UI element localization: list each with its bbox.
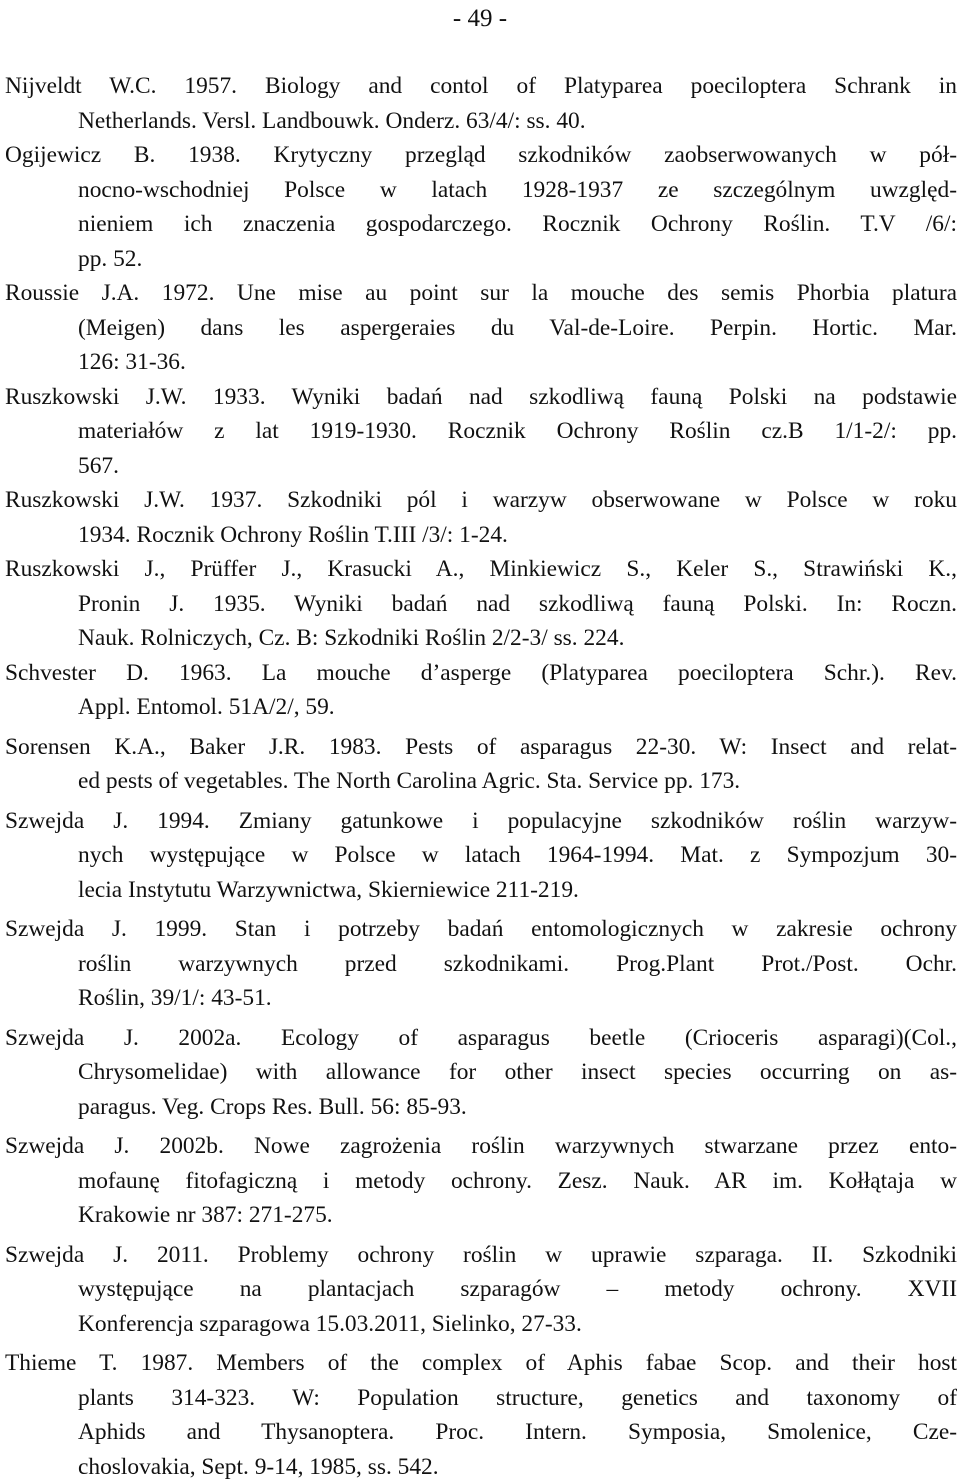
reference-continuation-line: 126: 31-36. xyxy=(5,345,957,380)
reference-first-line: Szwejda J. 2002b. Nowe zagrożenia roślin warzywnych stwarzane przez ento- xyxy=(5,1129,957,1164)
reference-continuation-line: Konferencja szparagowa 15.03.2011, Sielinko, 27-33. xyxy=(5,1307,957,1342)
reference-list xyxy=(5,69,957,1484)
reference-first-line: Szwejda J. 2011. Problemy ochrony roślin w uprawie szparaga. II. Szkodniki xyxy=(5,1238,957,1273)
reference-entry xyxy=(5,1238,957,1342)
reference-first-line: Thieme T. 1987. Members of the complex of Aphis fabae Scop. and their host xyxy=(5,1346,957,1381)
reference-continuation-line: choslovakia, Sept. 9-14, 1985, ss. 542. xyxy=(5,1450,957,1484)
reference-continuation-line: plants 314-323. W: Population structure, genetics and taxonomy of xyxy=(5,1381,957,1416)
reference-entry xyxy=(5,138,957,276)
reference-entry xyxy=(5,483,957,552)
reference-continuation-line: Krakowie nr 387: 271-275. xyxy=(5,1198,957,1233)
reference-entry xyxy=(5,1346,957,1484)
reference-first-line: Ruszkowski J.W. 1937. Szkodniki pól i warzyw obserwowane w Polsce w roku xyxy=(5,483,957,518)
reference-entry xyxy=(5,276,957,380)
reference-continuation-line: Pronin J. 1935. Wyniki badań nad szkodliwą fauną Polski. In: Roczn. xyxy=(5,587,957,622)
reference-entry xyxy=(5,552,957,656)
reference-first-line: Ruszkowski J.W. 1933. Wyniki badań nad szkodliwą fauną Polski na podstawie xyxy=(5,380,957,415)
reference-continuation-line: 1934. Rocznik Ochrony Roślin T.III /3/: 1-24. xyxy=(5,518,957,553)
reference-continuation-line: występujące na plantacjach szparagów – metody ochrony. XVII xyxy=(5,1272,957,1307)
reference-first-line: Ruszkowski J., Prüffer J., Krasucki A., Minkiewicz S., Keler S., Strawiński K., xyxy=(5,552,957,587)
reference-first-line: Schvester D. 1963. La mouche d’asperge (Platyparea poeciloptera Schr.). Rev. xyxy=(5,656,957,691)
reference-continuation-line: Roślin, 39/1/: 43-51. xyxy=(5,981,957,1016)
reference-continuation-line: 567. xyxy=(5,449,957,484)
reference-entry xyxy=(5,1021,957,1125)
reference-continuation-line: Aphids and Thysanoptera. Proc. Intern. Symposia, Smolenice, Cze- xyxy=(5,1415,957,1450)
reference-entry xyxy=(5,1129,957,1233)
reference-continuation-line: nocno-wschodniej Polsce w latach 1928-1937 ze szczególnym uwzględ- xyxy=(5,173,957,208)
reference-entry xyxy=(5,656,957,725)
reference-continuation-line: nych występujące w Polsce w latach 1964-1994. Mat. z Sympozjum 30- xyxy=(5,838,957,873)
reference-entry xyxy=(5,69,957,138)
reference-continuation-line: paragus. Veg. Crops Res. Bull. 56: 85-93. xyxy=(5,1090,957,1125)
reference-continuation-line: nieniem ich znaczenia gospodarczego. Rocznik Ochrony Roślin. T.V /6/: xyxy=(5,207,957,242)
reference-entry xyxy=(5,380,957,484)
reference-first-line: Szwejda J. 2002a. Ecology of asparagus beetle (Crioceris asparagi)(Col., xyxy=(5,1021,957,1056)
reference-continuation-line: materiałów z lat 1919-1930. Rocznik Ochrony Roślin cz.B 1/1-2/: pp. xyxy=(5,414,957,449)
reference-first-line: Ogijewicz B. 1938. Krytyczny przegląd szkodników zaobserwowanych w pół- xyxy=(5,138,957,173)
reference-first-line: Sorensen K.A., Baker J.R. 1983. Pests of asparagus 22-30. W: Insect and relat- xyxy=(5,730,957,765)
page-number: - 49 - xyxy=(0,4,960,34)
reference-first-line: Roussie J.A. 1972. Une mise au point sur la mouche des semis Phorbia platura xyxy=(5,276,957,311)
reference-first-line: Szwejda J. 1994. Zmiany gatunkowe i populacyjne szkodników roślin warzyw- xyxy=(5,804,957,839)
reference-continuation-line: Chrysomelidae) with allowance for other insect species occurring on as- xyxy=(5,1055,957,1090)
reference-first-line: Nijveldt W.C. 1957. Biology and contol of Platyparea poeciloptera Schrank in xyxy=(5,69,957,104)
reference-continuation-line: mofaunę fitofagiczną i metody ochrony. Zesz. Nauk. AR im. Kołłątaja w xyxy=(5,1164,957,1199)
reference-entry xyxy=(5,912,957,1016)
reference-continuation-line: Appl. Entomol. 51A/2/, 59. xyxy=(5,690,957,725)
reference-entry xyxy=(5,730,957,799)
reference-continuation-line: pp. 52. xyxy=(5,242,957,277)
reference-continuation-line: roślin warzywnych przed szkodnikami. Prog.Plant Prot./Post. Ochr. xyxy=(5,947,957,982)
reference-first-line: Szwejda J. 1999. Stan i potrzeby badań entomologicznych w zakresie ochrony xyxy=(5,912,957,947)
reference-continuation-line: (Meigen) dans les aspergeraies du Val-de-Loire. Perpin. Hortic. Mar. xyxy=(5,311,957,346)
reference-continuation-line: lecia Instytutu Warzywnictwa, Skierniewice 211-219. xyxy=(5,873,957,908)
reference-continuation-line: Nauk. Rolniczych, Cz. B: Szkodniki Roślin 2/2-3/ ss. 224. xyxy=(5,621,957,656)
reference-continuation-line: Netherlands. Versl. Landbouwk. Onderz. 63/4/: ss. 40. xyxy=(5,104,957,139)
reference-entry xyxy=(5,804,957,908)
reference-continuation-line: ed pests of vegetables. The North Carolina Agric. Sta. Service pp. 173. xyxy=(5,764,957,799)
